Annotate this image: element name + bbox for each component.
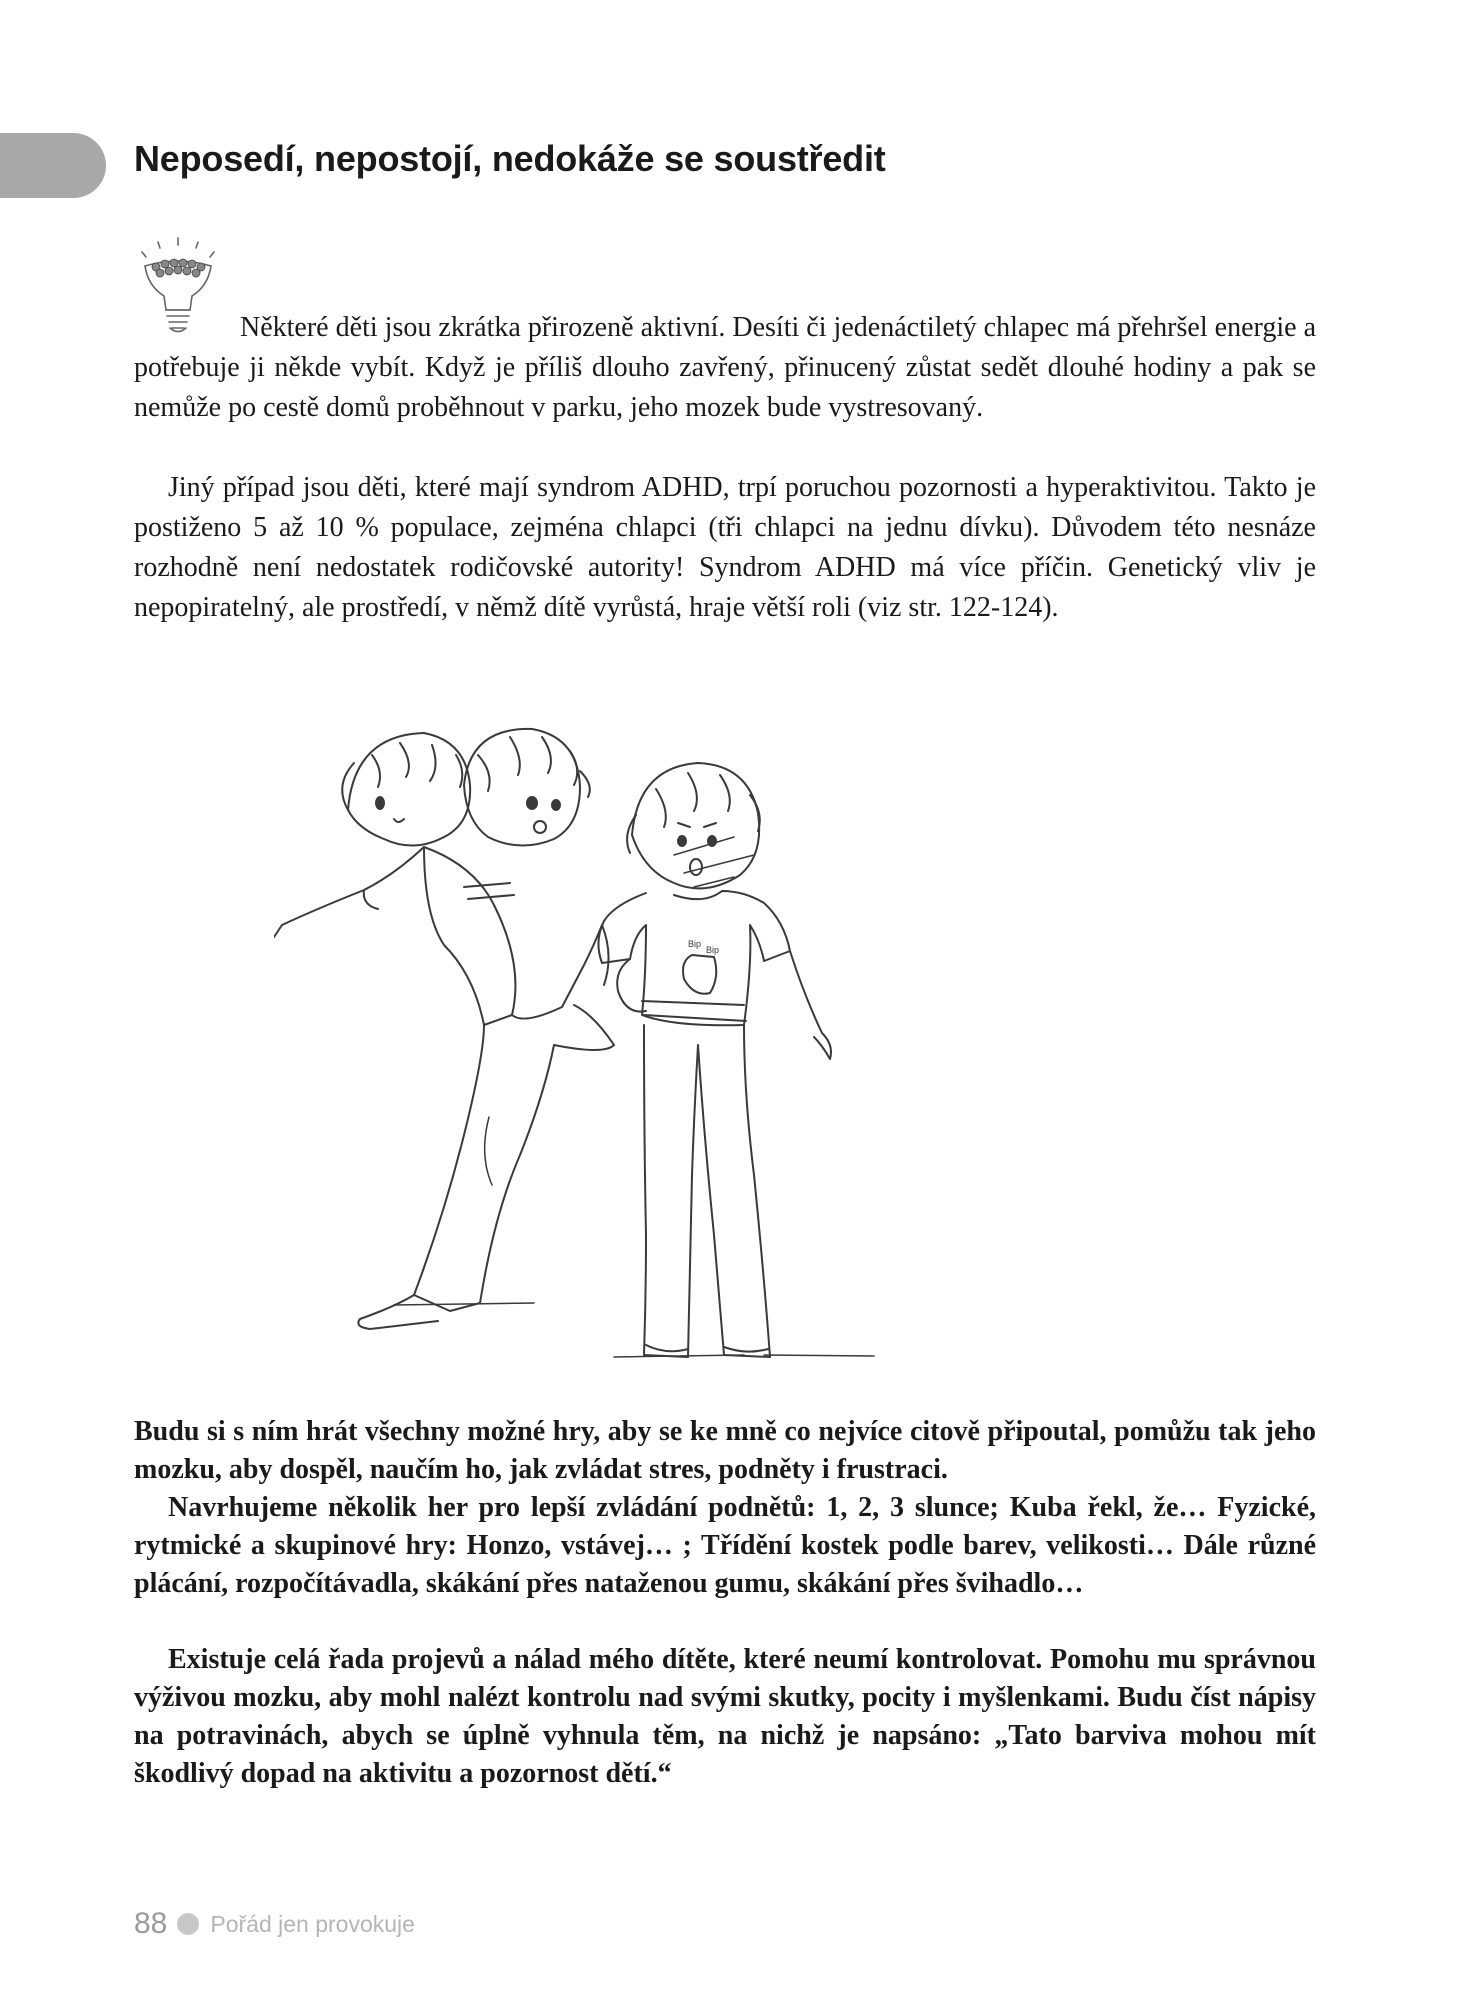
body-paragraph: Jiný případ jsou děti, které mají syndrom ADHD, trpí poruchou pozornosti a hyperaktivitou. Takto je postiženo 5 až 10 % populace, zejména chlapci (tři chlapci na jednu dívku). Důvodem této nesnáze rozhodně není nedostatek rodičovské autority! Syndrom ADHD má více příčin. Genetický vliv je nepopiratelný, ale prostředí, v němž dítě vyrůstá, hraje větší roli (viz str. 122-124). xyxy=(134,472,1316,623)
children-bumping-illustration xyxy=(274,715,1064,1395)
svg-text:Bip: Bip xyxy=(706,945,720,955)
bold-paragraph: Navrhujeme několik her pro lepší zvládání podnětů: 1, 2, 3 slunce; Kuba řekl, že… Fyzické, rytmické a skupinové hry: Honzo, vstávej… ; Třídění kostek podle barev, velikosti… Dále různé plácání, rozpočítávadla, skákání přes nataženou gumu, skákání přes švihadlo… xyxy=(134,1492,1316,1599)
section-heading: Neposedí, nepostojí, nedokáže se soustředit xyxy=(134,138,886,179)
page-number: 88 xyxy=(134,1907,168,1940)
bold-paragraph: Budu si s ním hrát všechny možné hry, aby se ke mně co nejvíce citově připoutal, pomůžu tak jeho mozku, aby dospěl, naučím ho, jak zvládat stres, podněty i frustraci. xyxy=(134,1416,1316,1485)
svg-text:Bip: Bip xyxy=(688,939,702,949)
chapter-side-tab xyxy=(0,133,106,198)
body-paragraph: Některé děti jsou zkrátka přirozeně aktivní. Desíti či jedenáctiletý chlapec má přehršel energie a potřebuje ji někde vybít. Když je příliš dlouho zavřený, přinucený zůstat sedět dlouhé hodiny a pak se nemůže po cestě domů proběhnout v parku, jeho mozek bude vystresovaný. xyxy=(134,312,1316,423)
page-footer xyxy=(134,1906,415,1942)
running-title: Pořád jen provokuje xyxy=(210,1910,415,1937)
bold-paragraph: Existuje celá řada projevů a nálad mého dítěte, které neumí kontrolovat. Pomohu mu správnou výživou mozku, aby mohl nalézt kontrolu nad svými skutky, pocity i myšlenkami. Budu číst nápisy na potravinách, abych se úplně vyhnula těm, na nichž je napsáno: „Tato barviva mohou mít škodlivý dopad na aktivitu a pozornost dětí.“ xyxy=(134,1644,1316,1789)
footer-dot xyxy=(177,1913,199,1935)
